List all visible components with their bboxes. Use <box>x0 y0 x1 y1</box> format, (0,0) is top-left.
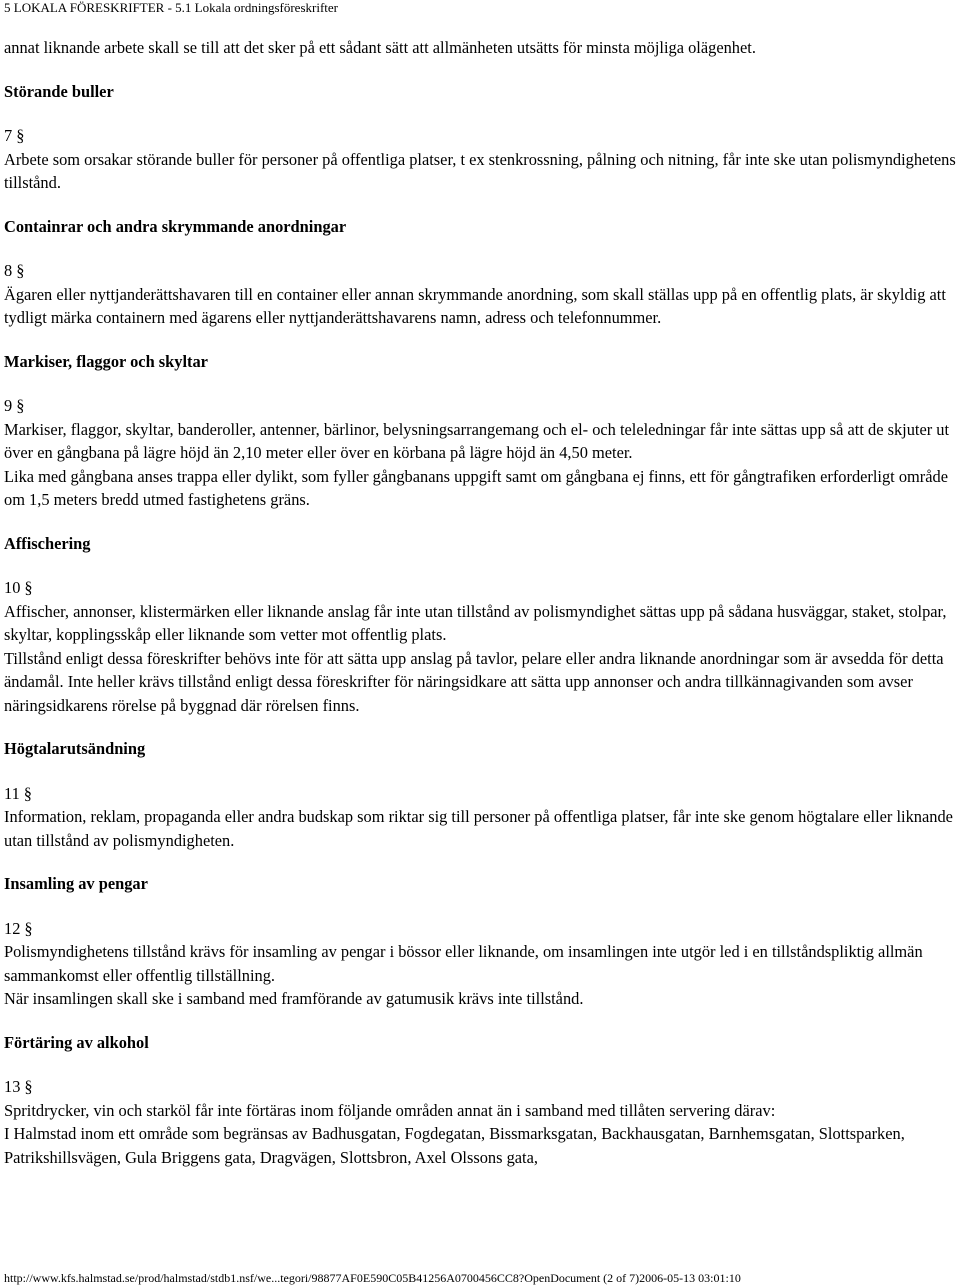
paragraph-number-value: 11 <box>4 783 20 803</box>
paragraph-text: Information, reklam, propaganda eller andra budskap som riktar sig till personer på offentliga platser, får inte ske genom högtalare eller liknande utan tillstånd av polismyndigheten. <box>4 807 953 850</box>
section-insamling <box>4 872 958 1011</box>
spacer <box>4 60 958 80</box>
section-containrar <box>4 215 958 330</box>
paragraph-number <box>4 394 958 418</box>
section-heading: Insamling av pengar <box>4 874 148 893</box>
section-heading: Markiser, flaggor och skyltar <box>4 351 208 371</box>
paragraph-number <box>4 782 958 806</box>
paragraph-text: Markiser, flaggor, skyltar, banderoller, antenner, bärlinor, belysningsarrangemang och el- och teleledningar får inte sättas upp så att de skjuter ut över en gångbana på lägre höjd än 2,10 meter eller över en körbana på lägre höjd än 4,50 meter. <box>4 419 950 462</box>
section-symbol: § <box>16 261 25 280</box>
spacer <box>4 555 958 576</box>
page-footer-url: http://www.kfs.halmstad.se/prod/halmstad/stdb1.nsf/we...tegori/98877AF0E590C05B41256A0700456CC8?OpenDocument (2 of 7)2006-05-13 03:01:10 <box>4 1271 741 1285</box>
spacer <box>4 761 958 782</box>
paragraph-number-value: 7 <box>4 126 13 145</box>
paragraph-text: Tillstånd enligt dessa föreskrifter behövs inte för att sätta upp anslag på tavlor, pelare eller andra liknande anordningar som är avsedda för detta ändamål. Inte heller krävs tillstånd enligt dessa föreskrifter för näringsidkare att sätta upp annonser och andra tillkännagivanden som avser näringsidkarens rörelse på byggnad där rörelsen finns. <box>4 648 944 715</box>
paragraph-number-value: 9 <box>4 396 13 415</box>
spacer <box>4 717 958 737</box>
paragraph-text: Ägaren eller nyttjanderättshavaren till en container eller annan skrymmande anordning, som skall ställas upp på en offentlig plats, är skyldig att tydligt märka containern med ägarens eller nyttjanderättshavarens namn, adress och telefonnummer. <box>4 284 946 327</box>
paragraph-number <box>4 124 958 148</box>
spacer <box>4 1011 958 1031</box>
section-symbol: § <box>24 578 33 597</box>
spacer <box>4 330 958 350</box>
section-affischering <box>4 532 958 718</box>
intro-paragraph: annat liknande arbete skall se till att det sker på ett sådant sätt att allmänheten utsätts för minsta möjliga olägenhet. <box>4 38 756 57</box>
section-symbol: § <box>16 396 25 415</box>
paragraph-number-value: 10 <box>4 578 21 597</box>
section-heading: Affischering <box>4 533 91 553</box>
section-symbol: § <box>16 126 25 145</box>
section-heading: Containrar och andra skrymmande anordningar <box>4 216 347 236</box>
spacer <box>4 512 958 532</box>
spacer <box>4 238 958 259</box>
paragraph-text: Lika med gångbana anses trappa eller dylikt, som fyller gångbanans uppgift samt om gångbana ej finns, ett för gångtrafiken erforderligt område om 1,5 meters bredd utmed fastighetens gräns. <box>4 466 948 509</box>
section-hogtalarutsandning <box>4 737 958 852</box>
paragraph-number <box>4 1075 958 1099</box>
section-symbol: § <box>23 783 32 803</box>
paragraph-text: Affischer, annonser, klistermärken eller liknande anslag får inte utan tillstånd av polismyndighet sättas upp på sådana husväggar, staket, stolpar, skyltar, kopplingsskåp eller liknande som vetter mot offentlig plats. <box>4 601 947 644</box>
document-body <box>4 36 958 1169</box>
section-symbol: § <box>24 1077 33 1096</box>
spacer <box>4 1054 958 1075</box>
paragraph-text: Arbete som orsakar störande buller för personer på offentliga platser, t ex stenkrossning, pålning och nitning, får inte ske utan polismyndighetens tillstånd. <box>4 149 956 192</box>
paragraph-text: När insamlingen skall ske i samband med framförande av gatumusik krävs inte tillstånd. <box>4 989 584 1008</box>
paragraph-number-value: 8 <box>4 261 13 280</box>
spacer <box>4 103 958 124</box>
section-symbol: § <box>24 918 33 938</box>
paragraph-number-value: 12 <box>4 918 21 938</box>
spacer <box>4 852 958 872</box>
page-header: 5 LOKALA FÖRESKRIFTER - 5.1 Lokala ordningsföreskrifter <box>4 0 338 15</box>
paragraph-number <box>4 917 958 941</box>
paragraph-number <box>4 259 958 283</box>
section-heading: Förtäring av alkohol <box>4 1032 149 1052</box>
section-markiser <box>4 350 958 512</box>
spacer <box>4 195 958 215</box>
paragraph-text: I Halmstad inom ett område som begränsas av Badhusgatan, Fogdegatan, Bissmarksgatan, Backhausgatan, Barnhemsgatan, Slottsparken, Patrikshillsvägen, Gula Briggens gata, Dragvägen, Slottsbron, Axel Olssons gata, <box>4 1124 905 1167</box>
section-heading: Högtalarutsändning <box>4 739 146 758</box>
spacer <box>4 373 958 394</box>
paragraph-number-value: 13 <box>4 1077 21 1096</box>
section-storande-buller <box>4 80 958 195</box>
section-fortaring-alkohol <box>4 1031 958 1170</box>
section-heading: Störande buller <box>4 81 114 101</box>
paragraph-text: Polismyndighetens tillstånd krävs för insamling av pengar i bössor eller liknande, om insamlingen inte utgör led i en tillståndspliktig allmän sammankomst eller offentlig tillställning. <box>4 942 923 985</box>
paragraph-number <box>4 576 958 600</box>
spacer <box>4 896 958 917</box>
paragraph-text: Spritdrycker, vin och starköl får inte förtäras inom följande områden annat än i samband med tillåten servering därav: <box>4 1100 776 1120</box>
